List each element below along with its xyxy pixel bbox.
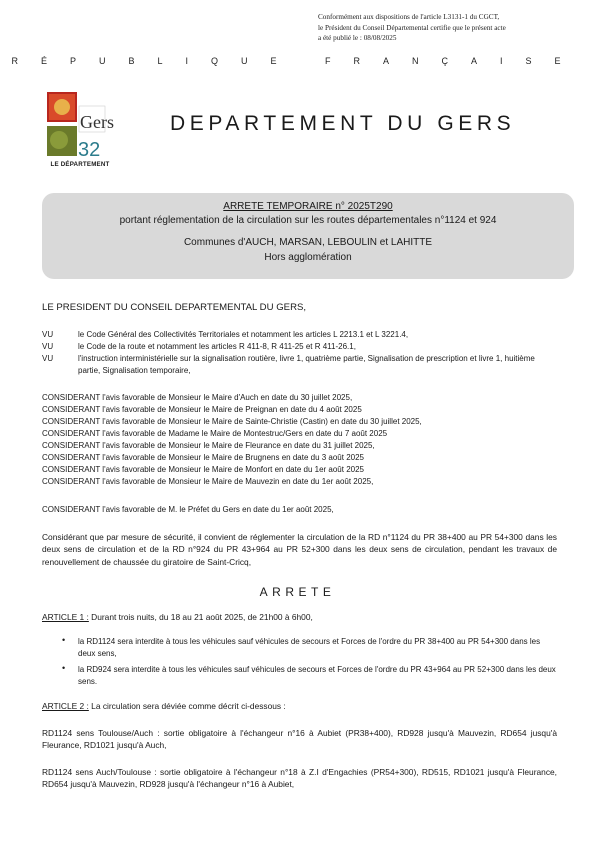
vu-text: le Code de la route et notamment les articles R 411-8, R 411-25 et R 411-26.1, xyxy=(78,342,356,351)
stamp-line-3: a été publié le : 08/08/2025 xyxy=(318,34,397,42)
vu-key: VU xyxy=(42,342,54,351)
considerant-item: CONSIDERANT l'avis favorable de Monsieur le Maire de Sainte-Christie (Castin) en date du 30 juillet 2025, xyxy=(42,417,422,426)
vu-key: VU xyxy=(42,330,54,339)
arrete-communes: Communes d'AUCH, MARSAN, LEBOULIN et LAHITTE xyxy=(183,237,433,248)
department-title: DEPARTEMENT DU GERS xyxy=(170,112,516,135)
deviation-toulouse-auch: RD1124 sens Toulouse/Auch : sortie obligatoire à l'échangeur n°16 à Aubiet (PR38+400), RD928 jusqu'à Mauvezin, RD654 jusqu'à Fleurance, RD1021 jusqu'à Auch, xyxy=(42,728,557,751)
article-2-label: ARTICLE 2 : xyxy=(42,701,89,711)
article-2-text: La circulation sera déviée comme décrit ci-dessous : xyxy=(88,701,286,711)
article-1-label: ARTICLE 1 : xyxy=(42,612,89,622)
svg-text:32: 32 xyxy=(78,139,101,161)
vu-text: le Code Général des Collectivités Territoriales et notamment les articles L 2213.1 et L 3221.4, xyxy=(78,330,409,339)
republique-francaise-header: RÉPUBLIQUE FRANÇAISE xyxy=(11,56,584,66)
considerant-prefet: CONSIDERANT l'avis favorable de M. le Préfet du Gers en date du 1er août 2025, xyxy=(42,505,334,514)
article-1-text: Durant trois nuits, du 18 au 21 août 2025, de 21h00 à 6h00, xyxy=(88,612,313,622)
considerant-item: CONSIDERANT l'avis favorable de Monsieur le Maire de Brugnens en date du 3 août 2025 xyxy=(42,453,364,462)
considerant-item: CONSIDERANT l'avis favorable de Madame le Maire de Montestruc/Gers en date du 7 août 2025 xyxy=(42,429,388,438)
publication-stamp xyxy=(318,12,583,44)
bullet-icon: • xyxy=(62,663,66,673)
article-1 xyxy=(42,612,313,622)
logo-label: LE DÉPARTEMENT xyxy=(50,161,110,168)
arrete-number: ARRETE TEMPORAIRE n° 2025T290 xyxy=(223,201,393,212)
stamp-line-1: Conformément aux dispositions de l'article L3131-1 du CGCT, xyxy=(318,13,500,21)
considerant-item: CONSIDERANT l'avis favorable de Monsieur le Maire de Mauvezin en date du 1er août 2025, xyxy=(42,477,374,486)
considerant-item: CONSIDERANT l'avis favorable de Monsieur le Maire de Preignan en date du 4 août 2025 xyxy=(42,405,362,414)
deviation-auch-toulouse: RD1124 sens Auch/Toulouse : sortie obligatoire à l'échangeur n°18 à Z.I d'Engachies (PR54+300), RD515, RD1021 jusqu'à Fleurance, RD654 jusqu'à Mauvezin, RD928 jusqu'à l'échangeur n°16 à Aubiet, xyxy=(42,767,557,790)
arrete-heading: ARRETE xyxy=(259,585,336,599)
considerant-main: Considérant que par mesure de sécurité, il convient de réglementer la circulation de la RD n°1124 du PR 38+400 au PR 54+300 dans les deux sens de circulation et de la RD n°924 du PR 43+964 au PR 52+300 dans les deux sens de circulation, pendant les travaux de renouvellement de chaussée du giratoire de Saint-Cricq, xyxy=(42,532,557,567)
vu-text: l'instruction interministérielle sur la signalisation routière, livre 1, quatrième partie, Signalisation de prescription et livre 1, huitième partie, Signalisation temporaire, xyxy=(78,354,535,375)
considerant-item: CONSIDERANT l'avis favorable de Monsieur le Maire de Fleurance en date du 31 juillet 2025, xyxy=(42,441,375,450)
considerant-item: CONSIDERANT l'avis favorable de Monsieur le Maire d'Auch en date du 30 juillet 2025, xyxy=(42,393,353,402)
gers-department-logo xyxy=(45,88,115,166)
article-2 xyxy=(42,701,286,711)
president-heading: LE PRESIDENT DU CONSEIL DEPARTEMENTAL DU GERS, xyxy=(42,302,307,313)
article-1-bullet: la RD1124 sera interdite à tous les véhicules sauf véhicules de secours et Forces de l'ordre du PR 38+400 au PR 54+300 dans les deux sens, xyxy=(78,637,541,658)
considerant-item: CONSIDERANT l'avis favorable de Monsieur le Maire de Monfort en date du 1er août 2025 xyxy=(42,465,364,474)
bullet-icon: • xyxy=(62,635,66,645)
arrete-subject: portant réglementation de la circulation sur les routes départementales n°1124 et 924 xyxy=(119,215,497,226)
arrete-zone: Hors agglomération xyxy=(264,252,352,263)
vu-key: VU xyxy=(42,354,54,363)
article-1-bullet: la RD924 sera interdite à tous les véhicules sauf véhicules de secours et Forces de l'ordre du PR 43+964 au PR 52+300 dans les deux sens. xyxy=(78,665,556,686)
stamp-line-2: le Président du Conseil Départemental certifie que le présent acte xyxy=(318,23,506,32)
svg-text:Gers: Gers xyxy=(80,112,114,132)
arrete-title-box xyxy=(42,193,574,279)
